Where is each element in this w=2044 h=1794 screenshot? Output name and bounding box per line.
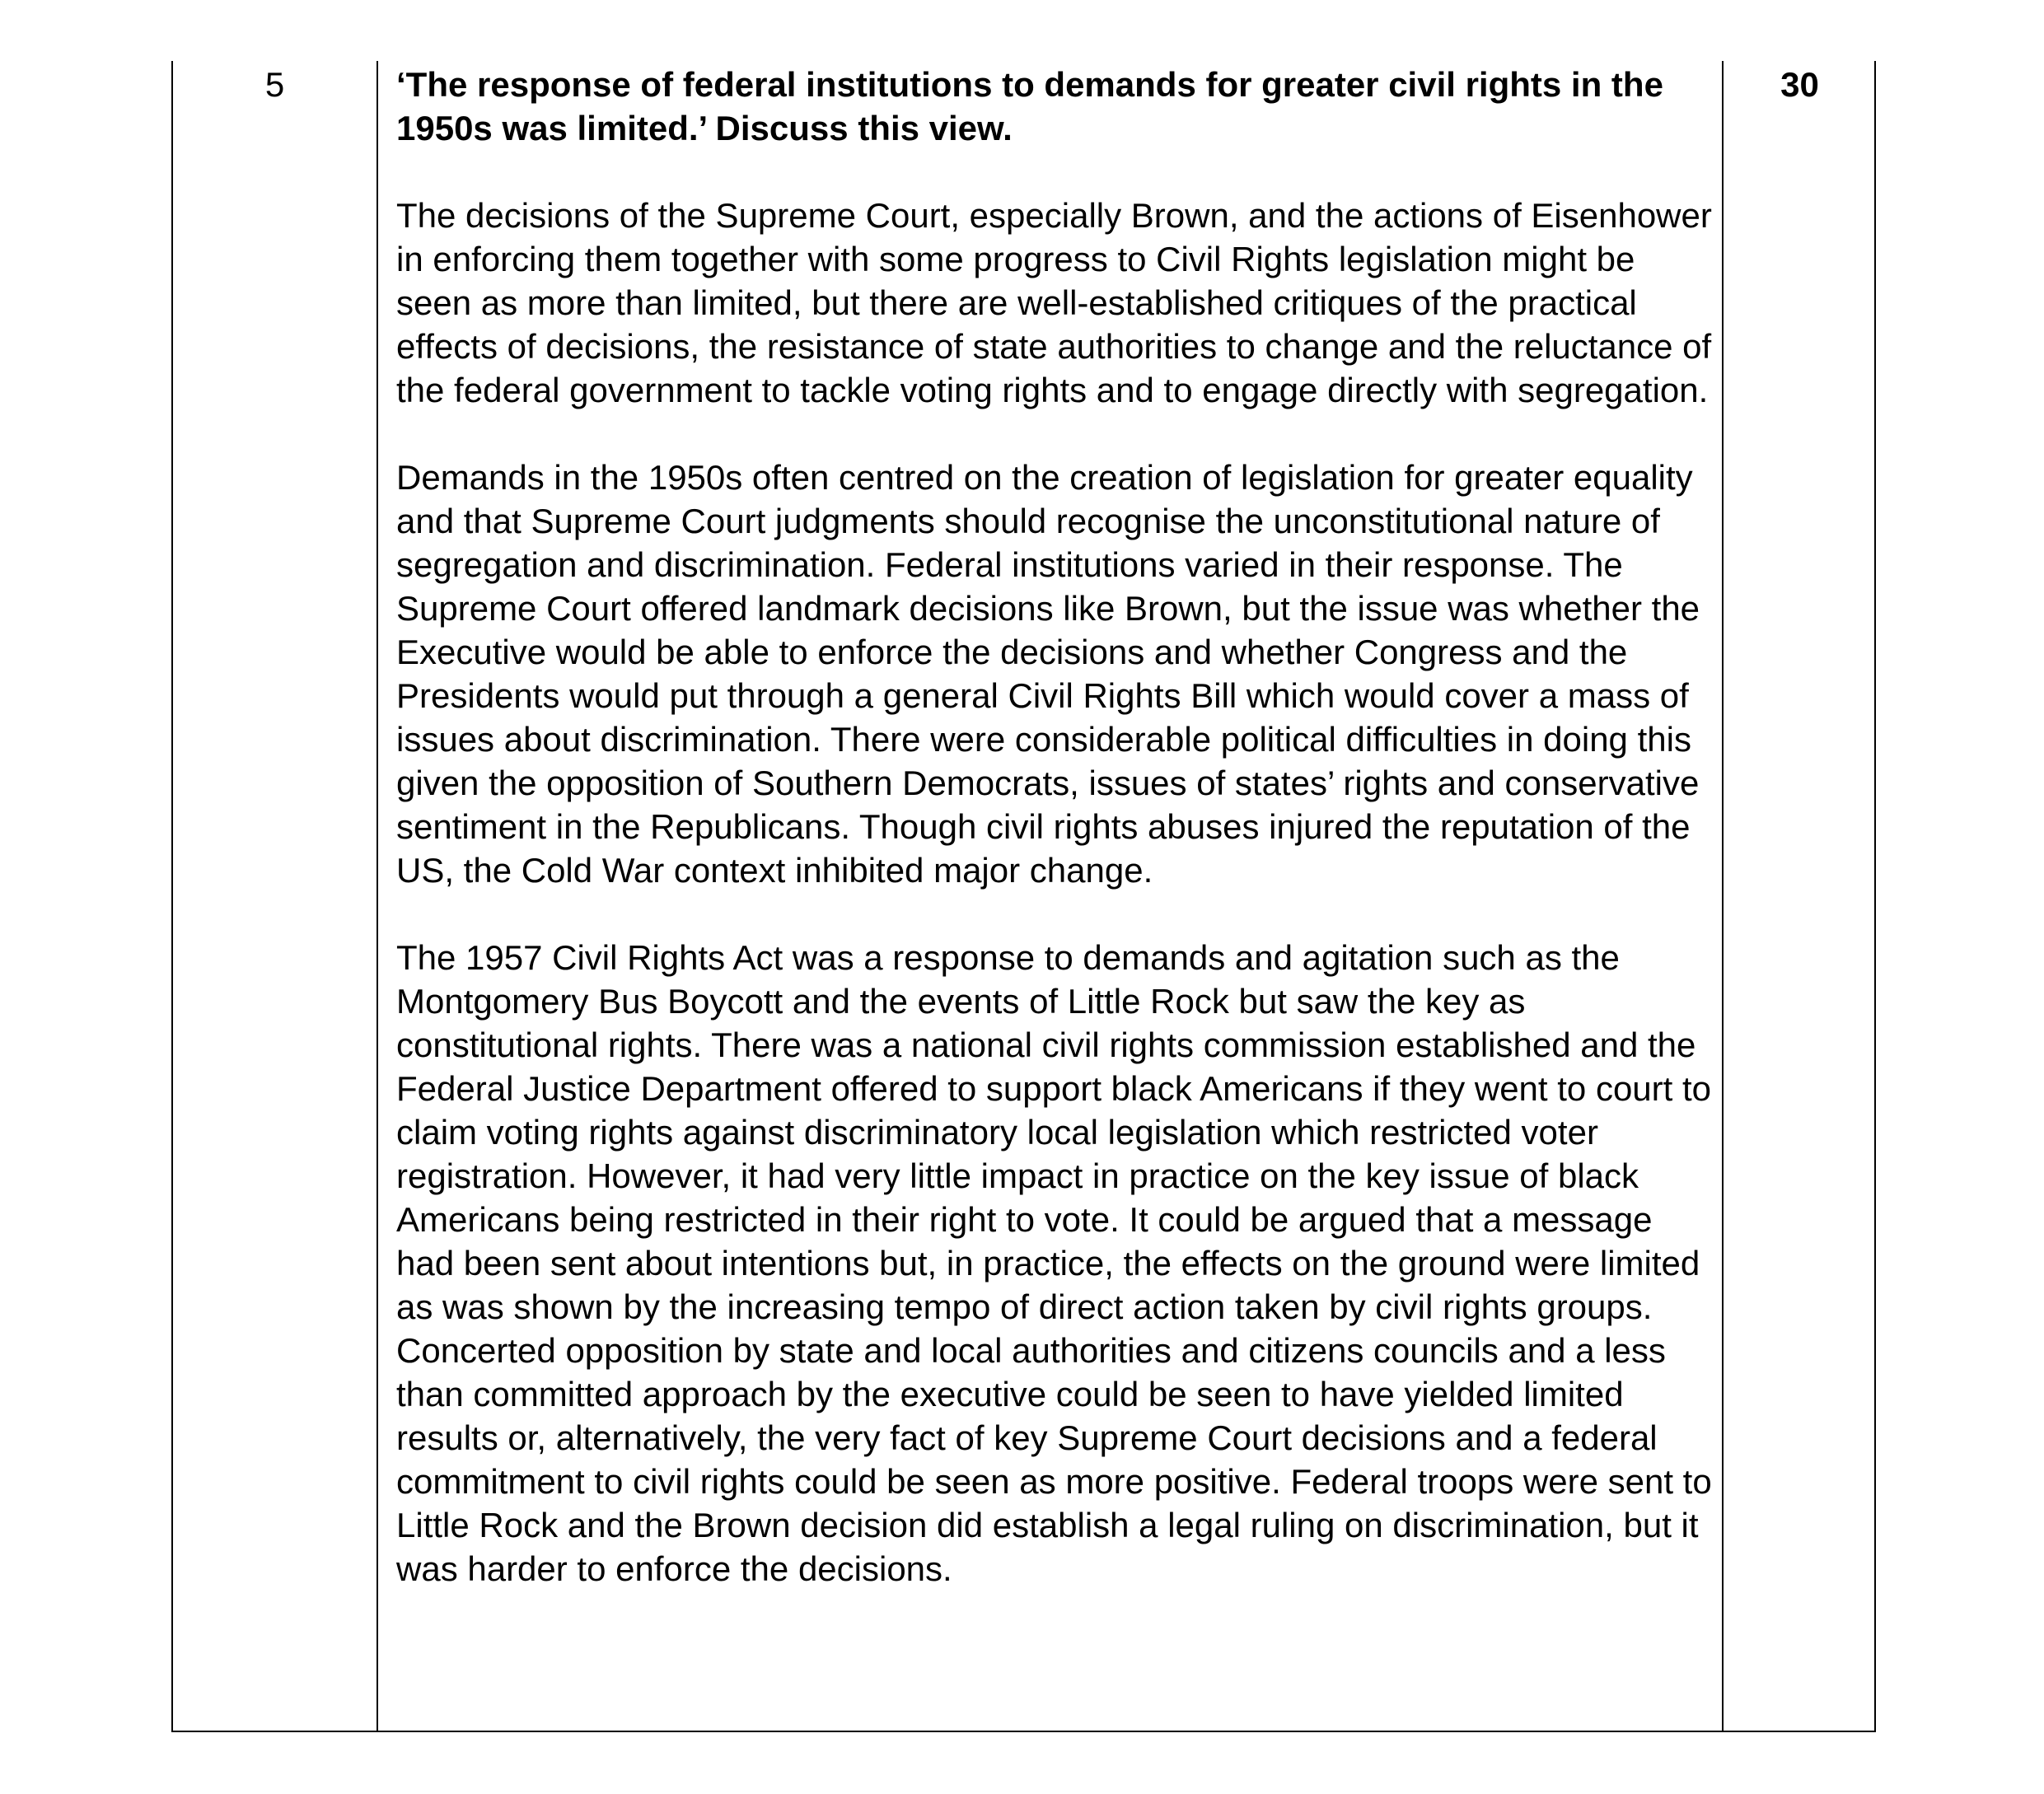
question-marks: 30 (1780, 65, 1819, 104)
question-title: ‘The response of federal institutions to demands for greater civil rights in the 1950s was limited.’ Discuss this view. (396, 65, 1663, 147)
question-content (396, 63, 1714, 1591)
column-divider-left (377, 61, 378, 1731)
column-divider-right (1722, 61, 1724, 1731)
answer-paragraph: The decisions of the Supreme Court, especially Brown, and the actions of Eisenhower in enforcing them together with some progress to Civil Rights legislation might be seen as more than limited, but there are well-established critiques of the practical effects of decisions, the resistance of state authorities to change and the reluctance of the federal government to tackle voting rights and to engage directly with segregation. (396, 196, 1712, 409)
mark-scheme-table (171, 61, 1876, 1732)
question-number: 5 (264, 65, 285, 104)
answer-paragraph: Demands in the 1950s often centred on the creation of legislation for greater equality and that Supreme Court judgments should recognise the unconstitutional nature of segregation and discrimination. Federal institutions varied in their response. The Supreme Court offered landmark decisions like Brown, but the issue was whether the Executive would be able to enforce the decisions and whether Congress and the Presidents would put through a general Civil Rights Bill which would cover a mass of issues about discrimination. There were considerable political difficulties in doing this given the opposition of Southern Democrats, issues of states’ rights and conservative sentiment in the Republicans. Though civil rights abuses injured the reputation of the US, the Cold War context inhibited major change. (396, 458, 1700, 890)
answer-paragraph: The 1957 Civil Rights Act was a response to demands and agitation such as the Montgomery Bus Boycott and the events of Little Rock but saw the key as constitutional rights. There was a national civil rights commission established and the Federal Justice Department offered to support black Americans if they went to court to claim voting rights against discriminatory local legislation which restricted voter registration. However, it had very little impact in practice on the key issue of black Americans being restricted in their right to vote. It could be argued that a message had been sent about intentions but, in practice, the effects on the ground were limited as was shown by the increasing tempo of direct action taken by civil rights groups. Concerted opposition by state and local authorities and citizens councils and a less than committed approach by the executive could be seen to have yielded limited results or, alternatively, the very fact of key Supreme Court decisions and a federal commitment to civil rights could be seen as more positive. Federal troops were sent to Little Rock and the Brown decision did establish a legal ruling on discrimination, but it was harder to enforce the decisions. (396, 938, 1712, 1588)
